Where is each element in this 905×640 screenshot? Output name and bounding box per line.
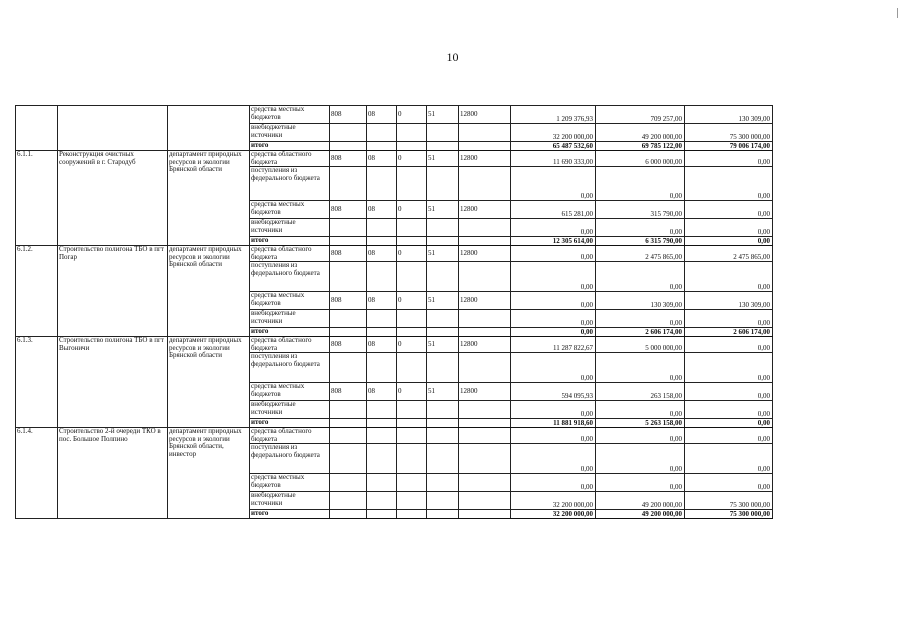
amount-year3-cell: 0,00: [685, 419, 773, 428]
rz-code-cell: [367, 353, 397, 383]
executor-cell: департамент природных ресурсов и экологии Брянской области: [168, 151, 250, 246]
sub-code-cell: 51: [427, 151, 459, 167]
amount-year2-cell: 0,00: [596, 474, 685, 492]
sub-code-cell: [427, 262, 459, 292]
target-code-cell: [459, 328, 511, 337]
amount-year2-cell: 6 000 000,00: [596, 151, 685, 167]
gr-code-cell: [330, 510, 367, 519]
funding-source-cell: внебюджетные источники: [250, 492, 330, 510]
amount-year1-cell: 1 209 376,93: [511, 106, 596, 124]
sub-code-cell: [427, 474, 459, 492]
funding-source-cell: итого: [250, 237, 330, 246]
rz-code-cell: 08: [367, 246, 397, 262]
amount-year1-cell: 0,00: [511, 292, 596, 310]
prog-code-cell: 0: [397, 292, 427, 310]
funding-source-cell: итого: [250, 510, 330, 519]
amount-year2-cell: 0,00: [596, 262, 685, 292]
rz-code-cell: [367, 474, 397, 492]
amount-year3-cell: 130 309,00: [685, 292, 773, 310]
sub-code-cell: 51: [427, 201, 459, 219]
amount-year2-cell: 49 200 000,00: [596, 124, 685, 142]
rz-code-cell: [367, 142, 397, 151]
prog-code-cell: [397, 510, 427, 519]
target-code-cell: [459, 474, 511, 492]
amount-year2-cell: 2 606 174,00: [596, 328, 685, 337]
rz-code-cell: [367, 444, 397, 474]
gr-code-cell: [330, 328, 367, 337]
amount-year2-cell: 0,00: [596, 401, 685, 419]
item-name-cell: Реконструкция очистных сооружений в г. Стародуб: [58, 151, 168, 246]
gr-code-cell: 808: [330, 106, 367, 124]
funding-source-cell: средства местных бюджетов: [250, 474, 330, 492]
rz-code-cell: [367, 510, 397, 519]
amount-year2-cell: 49 200 000,00: [596, 510, 685, 519]
sub-code-cell: [427, 237, 459, 246]
prog-code-cell: [397, 124, 427, 142]
rz-code-cell: 08: [367, 337, 397, 353]
funding-source-cell: итого: [250, 419, 330, 428]
prog-code-cell: 0: [397, 337, 427, 353]
sub-code-cell: [427, 419, 459, 428]
target-code-cell: [459, 353, 511, 383]
table-row: [16, 428, 773, 444]
amount-year3-cell: 75 300 000,00: [685, 510, 773, 519]
rz-code-cell: [367, 401, 397, 419]
item-number-cell: 6.1.3.: [16, 337, 58, 428]
target-code-cell: [459, 401, 511, 419]
prog-code-cell: [397, 219, 427, 237]
sub-code-cell: [427, 124, 459, 142]
target-code-cell: [459, 167, 511, 201]
gr-code-cell: [330, 124, 367, 142]
amount-year3-cell: 0,00: [685, 167, 773, 201]
sub-code-cell: [427, 353, 459, 383]
sub-code-cell: [427, 310, 459, 328]
amount-year2-cell: 6 315 790,00: [596, 237, 685, 246]
table-row: [16, 246, 773, 262]
executor-cell: [168, 106, 250, 151]
item-number-cell: [16, 106, 58, 151]
sub-code-cell: 51: [427, 337, 459, 353]
gr-code-cell: [330, 428, 367, 444]
rz-code-cell: [367, 492, 397, 510]
amount-year1-cell: 0,00: [511, 219, 596, 237]
gr-code-cell: 808: [330, 337, 367, 353]
amount-year1-cell: 594 095,93: [511, 383, 596, 401]
item-number-cell: 6.1.1.: [16, 151, 58, 246]
item-number-cell: 6.1.2.: [16, 246, 58, 337]
gr-code-cell: [330, 219, 367, 237]
amount-year3-cell: 0,00: [685, 151, 773, 167]
amount-year3-cell: 0,00: [685, 237, 773, 246]
sub-code-cell: [427, 219, 459, 237]
amount-year3-cell: 0,00: [685, 383, 773, 401]
amount-year3-cell: 0,00: [685, 337, 773, 353]
rz-code-cell: [367, 419, 397, 428]
item-name-cell: Строительство полигона ТБО в пгт Погар: [58, 246, 168, 337]
amount-year2-cell: 0,00: [596, 444, 685, 474]
target-code-cell: [459, 237, 511, 246]
sub-code-cell: [427, 428, 459, 444]
funding-source-cell: внебюджетные источники: [250, 219, 330, 237]
sub-code-cell: [427, 142, 459, 151]
item-name-cell: [58, 106, 168, 151]
amount-year2-cell: 69 785 122,00: [596, 142, 685, 151]
gr-code-cell: [330, 353, 367, 383]
rz-code-cell: [367, 428, 397, 444]
amount-year1-cell: 32 200 000,00: [511, 492, 596, 510]
target-code-cell: 12800: [459, 246, 511, 262]
target-code-cell: [459, 310, 511, 328]
amount-year1-cell: 32 200 000,00: [511, 124, 596, 142]
sub-code-cell: 51: [427, 246, 459, 262]
table-row: [16, 337, 773, 353]
amount-year1-cell: 11 690 333,00: [511, 151, 596, 167]
amount-year2-cell: 5 263 158,00: [596, 419, 685, 428]
rz-code-cell: [367, 262, 397, 292]
gr-code-cell: [330, 444, 367, 474]
target-code-cell: 12800: [459, 201, 511, 219]
sub-code-cell: 51: [427, 383, 459, 401]
target-code-cell: [459, 428, 511, 444]
amount-year1-cell: 0,00: [511, 474, 596, 492]
rz-code-cell: 08: [367, 106, 397, 124]
amount-year1-cell: 0,00: [511, 428, 596, 444]
rz-code-cell: [367, 219, 397, 237]
funding-source-cell: поступления из федерального бюджета: [250, 262, 330, 292]
target-code-cell: [459, 444, 511, 474]
target-code-cell: [459, 492, 511, 510]
funding-source-cell: поступления из федерального бюджета: [250, 444, 330, 474]
amount-year1-cell: 0,00: [511, 401, 596, 419]
sub-code-cell: 51: [427, 106, 459, 124]
sub-code-cell: [427, 444, 459, 474]
amount-year3-cell: 75 300 000,00: [685, 492, 773, 510]
amount-year2-cell: 5 000 000,00: [596, 337, 685, 353]
prog-code-cell: [397, 444, 427, 474]
amount-year1-cell: 0,00: [511, 310, 596, 328]
sub-code-cell: [427, 328, 459, 337]
rz-code-cell: [367, 237, 397, 246]
funding-source-cell: средства местных бюджетов: [250, 201, 330, 219]
rz-code-cell: [367, 310, 397, 328]
amount-year3-cell: 0,00: [685, 219, 773, 237]
amount-year1-cell: 615 281,00: [511, 201, 596, 219]
amount-year2-cell: 0,00: [596, 310, 685, 328]
amount-year3-cell: 0,00: [685, 444, 773, 474]
target-code-cell: [459, 142, 511, 151]
rz-code-cell: 08: [367, 383, 397, 401]
item-number-cell: 6.1.4.: [16, 428, 58, 519]
funding-source-cell: поступления из федерального бюджета: [250, 353, 330, 383]
amount-year3-cell: 0,00: [685, 262, 773, 292]
amount-year3-cell: 0,00: [685, 310, 773, 328]
gr-code-cell: 808: [330, 201, 367, 219]
amount-year1-cell: 0,00: [511, 246, 596, 262]
amount-year1-cell: 32 200 000,00: [511, 510, 596, 519]
amount-year2-cell: 2 475 865,00: [596, 246, 685, 262]
prog-code-cell: [397, 142, 427, 151]
gr-code-cell: [330, 310, 367, 328]
funding-source-cell: внебюджетные источники: [250, 124, 330, 142]
funding-source-cell: средства областного бюджета: [250, 151, 330, 167]
funding-source-cell: внебюджетные источники: [250, 401, 330, 419]
amount-year1-cell: 0,00: [511, 353, 596, 383]
gr-code-cell: [330, 492, 367, 510]
sub-code-cell: 51: [427, 292, 459, 310]
funding-source-cell: итого: [250, 328, 330, 337]
prog-code-cell: 0: [397, 151, 427, 167]
prog-code-cell: [397, 353, 427, 383]
prog-code-cell: [397, 310, 427, 328]
amount-year1-cell: 11 287 822,67: [511, 337, 596, 353]
gr-code-cell: [330, 262, 367, 292]
amount-year3-cell: 79 006 174,00: [685, 142, 773, 151]
funding-source-cell: внебюджетные источники: [250, 310, 330, 328]
sub-code-cell: [427, 492, 459, 510]
target-code-cell: 12800: [459, 292, 511, 310]
target-code-cell: [459, 419, 511, 428]
amount-year3-cell: 0,00: [685, 401, 773, 419]
funding-source-cell: поступления из федерального бюджета: [250, 167, 330, 201]
target-code-cell: 12800: [459, 383, 511, 401]
amount-year2-cell: 0,00: [596, 219, 685, 237]
funding-source-cell: средства местных бюджетов: [250, 383, 330, 401]
gr-code-cell: [330, 237, 367, 246]
amount-year1-cell: 65 487 532,60: [511, 142, 596, 151]
sub-code-cell: [427, 167, 459, 201]
prog-code-cell: [397, 419, 427, 428]
prog-code-cell: 0: [397, 383, 427, 401]
funding-source-cell: средства областного бюджета: [250, 246, 330, 262]
gr-code-cell: [330, 401, 367, 419]
funding-source-cell: средства местных бюджетов: [250, 292, 330, 310]
prog-code-cell: [397, 328, 427, 337]
funding-source-cell: средства областного бюджета: [250, 337, 330, 353]
target-code-cell: [459, 219, 511, 237]
amount-year3-cell: 0,00: [685, 353, 773, 383]
prog-code-cell: 0: [397, 201, 427, 219]
gr-code-cell: [330, 419, 367, 428]
rz-code-cell: [367, 328, 397, 337]
gr-code-cell: [330, 474, 367, 492]
prog-code-cell: [397, 167, 427, 201]
prog-code-cell: [397, 428, 427, 444]
target-code-cell: 12800: [459, 337, 511, 353]
funding-source-cell: средства местных бюджетов: [250, 106, 330, 124]
sub-code-cell: [427, 510, 459, 519]
amount-year2-cell: 0,00: [596, 167, 685, 201]
amount-year2-cell: 130 309,00: [596, 292, 685, 310]
gr-code-cell: 808: [330, 151, 367, 167]
gr-code-cell: [330, 142, 367, 151]
executor-cell: департамент природных ресурсов и экологии Брянской области: [168, 337, 250, 428]
rz-code-cell: 08: [367, 201, 397, 219]
item-name-cell: Строительство 2-й очереди ТКО в пос. Большое Полпино: [58, 428, 168, 519]
amount-year2-cell: 0,00: [596, 353, 685, 383]
funding-source-cell: средства областного бюджета: [250, 428, 330, 444]
rz-code-cell: [367, 124, 397, 142]
gr-code-cell: 808: [330, 246, 367, 262]
page-number: 10: [446, 50, 459, 64]
scan-mark: [897, 8, 898, 18]
amount-year2-cell: 0,00: [596, 428, 685, 444]
amount-year1-cell: 11 881 918,60: [511, 419, 596, 428]
amount-year1-cell: 0,00: [511, 262, 596, 292]
table-row: [16, 151, 773, 167]
target-code-cell: [459, 510, 511, 519]
amount-year2-cell: 315 790,00: [596, 201, 685, 219]
amount-year1-cell: 0,00: [511, 328, 596, 337]
amount-year2-cell: 709 257,00: [596, 106, 685, 124]
rz-code-cell: [367, 167, 397, 201]
prog-code-cell: [397, 474, 427, 492]
amount-year1-cell: 0,00: [511, 444, 596, 474]
item-name-cell: Строительство полигона ТБО в пгт Выгоничи: [58, 337, 168, 428]
sub-code-cell: [427, 401, 459, 419]
amount-year3-cell: 2 606 174,00: [685, 328, 773, 337]
gr-code-cell: [330, 167, 367, 201]
prog-code-cell: [397, 401, 427, 419]
funding-source-cell: итого: [250, 142, 330, 151]
amount-year2-cell: 49 200 000,00: [596, 492, 685, 510]
prog-code-cell: 0: [397, 246, 427, 262]
amount-year2-cell: 263 158,00: [596, 383, 685, 401]
budget-table: [15, 105, 773, 519]
amount-year1-cell: 12 305 614,00: [511, 237, 596, 246]
target-code-cell: [459, 262, 511, 292]
amount-year3-cell: 130 309,00: [685, 106, 773, 124]
executor-cell: департамент природных ресурсов и экологии Брянской области, инвестор: [168, 428, 250, 519]
amount-year3-cell: 0,00: [685, 201, 773, 219]
target-code-cell: [459, 124, 511, 142]
prog-code-cell: [397, 237, 427, 246]
gr-code-cell: 808: [330, 383, 367, 401]
amount-year3-cell: 75 300 000,00: [685, 124, 773, 142]
amount-year1-cell: 0,00: [511, 167, 596, 201]
amount-year3-cell: 0,00: [685, 428, 773, 444]
prog-code-cell: [397, 492, 427, 510]
target-code-cell: 12800: [459, 106, 511, 124]
rz-code-cell: 08: [367, 292, 397, 310]
gr-code-cell: 808: [330, 292, 367, 310]
executor-cell: департамент природных ресурсов и экологии Брянской области: [168, 246, 250, 337]
amount-year3-cell: 2 475 865,00: [685, 246, 773, 262]
target-code-cell: 12800: [459, 151, 511, 167]
prog-code-cell: 0: [397, 106, 427, 124]
prog-code-cell: [397, 262, 427, 292]
rz-code-cell: 08: [367, 151, 397, 167]
table-row: [16, 106, 773, 124]
amount-year3-cell: 0,00: [685, 474, 773, 492]
